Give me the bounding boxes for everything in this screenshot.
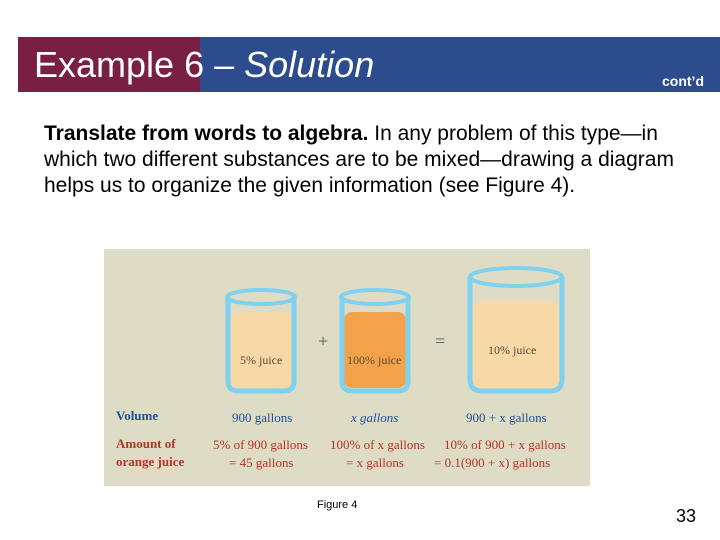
amount-3-line-2: = 0.1(900 + x) gallons	[434, 455, 551, 470]
beaker-10-percent	[470, 268, 562, 391]
body-paragraph	[44, 121, 684, 199]
beaker-100-percent	[341, 290, 409, 391]
beaker-5-percent	[227, 290, 295, 391]
equals-sign: =	[435, 331, 446, 351]
continued-label: cont’d	[662, 73, 704, 89]
beaker-label-2: 100% juice	[347, 353, 402, 367]
amount-label-2: orange juice	[116, 454, 185, 469]
beaker-label-1: 5% juice	[240, 353, 283, 367]
beaker-label-3: 10% juice	[488, 343, 537, 357]
body-bold-lead: Translate from words to algebra.	[44, 122, 369, 145]
title-plain: Example 6 –	[34, 44, 245, 85]
amount-1-line-2: = 45 gallons	[229, 455, 294, 470]
amount-3-line-1: 10% of 900 + x gallons	[444, 437, 566, 452]
slide-title	[34, 43, 374, 87]
title-italic: Solution	[244, 44, 375, 85]
amount-2-line-2: = x gallons	[346, 455, 404, 470]
amount-1-line-1: 5% of 900 gallons	[213, 437, 308, 452]
volume-label: Volume	[116, 408, 159, 423]
volume-3: 900 + x gallons	[466, 410, 547, 425]
volume-2: x gallons	[351, 410, 399, 425]
volume-1: 900 gallons	[232, 410, 293, 425]
plus-sign: +	[318, 331, 329, 351]
amount-label-1: Amount of	[116, 436, 176, 451]
figure-caption: Figure 4	[317, 499, 358, 511]
page-number: 33	[676, 506, 697, 526]
body-text: In any problem of this type—in which two different substances are to be mixed—drawing a diagram helps us to organize the given information (see Figure 4).	[44, 122, 674, 197]
figure-panel	[104, 249, 590, 486]
amount-2-line-1: 100% of x gallons	[330, 437, 425, 452]
